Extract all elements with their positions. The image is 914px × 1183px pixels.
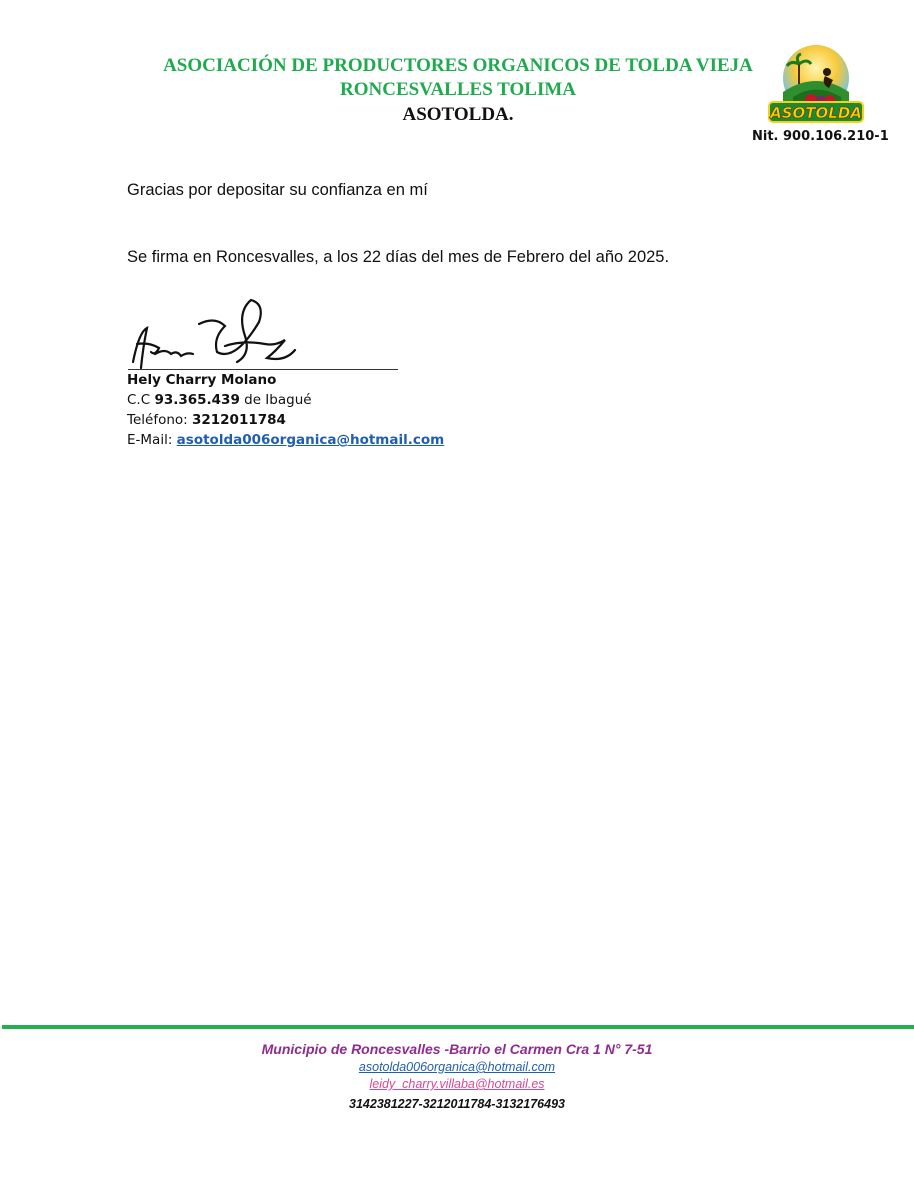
email-line — [127, 432, 444, 448]
phone-line — [127, 412, 286, 428]
footer-phones: 3142381227-3212011784-3132176493 — [349, 1097, 565, 1111]
phone-number: 3212011784 — [191, 412, 286, 428]
email-link[interactable]: asotolda006organica@hotmail.com — [176, 432, 445, 448]
email-label: E-Mail: — [127, 432, 177, 448]
footer-address: Municipio de Roncesvalles -Barrio el Carmen Cra 1 N° 7-51 — [261, 1041, 653, 1057]
signed-at-paragraph: Se firma en Roncesvalles, a los 22 días del mes de Febrero del año 2025. — [127, 248, 670, 266]
org-name-line2: RONCESVALLES TOLIMA — [340, 79, 576, 100]
signer-name: Hely Charry Molano — [127, 372, 277, 388]
footer-divider — [2, 1025, 914, 1029]
logo-text: ASOTOLDA — [770, 104, 862, 122]
handwritten-signature — [125, 292, 300, 372]
cc-number: 93.365.439 — [154, 392, 240, 408]
org-acronym: ASOTOLDA. — [402, 104, 514, 125]
asotolda-logo — [763, 42, 869, 128]
cc-suffix: de Ibagué — [239, 392, 312, 408]
footer-email-1[interactable]: asotolda006organica@hotmail.com — [358, 1060, 556, 1074]
footer-email-2[interactable]: leidy_charry.villaba@hotmail.es — [369, 1077, 545, 1091]
signature-line — [128, 369, 398, 370]
org-name-line1: ASOCIACIÓN DE PRODUCTORES ORGANICOS DE TOLDA VIEJA — [163, 55, 753, 76]
cc-prefix: C.C — [127, 392, 155, 408]
nit-number: Nit. 900.106.210-1 — [752, 129, 889, 144]
thanks-paragraph: Gracias por depositar su confianza en mí — [127, 181, 428, 199]
id-document-line — [127, 392, 312, 408]
phone-label: Teléfono: — [127, 412, 192, 428]
